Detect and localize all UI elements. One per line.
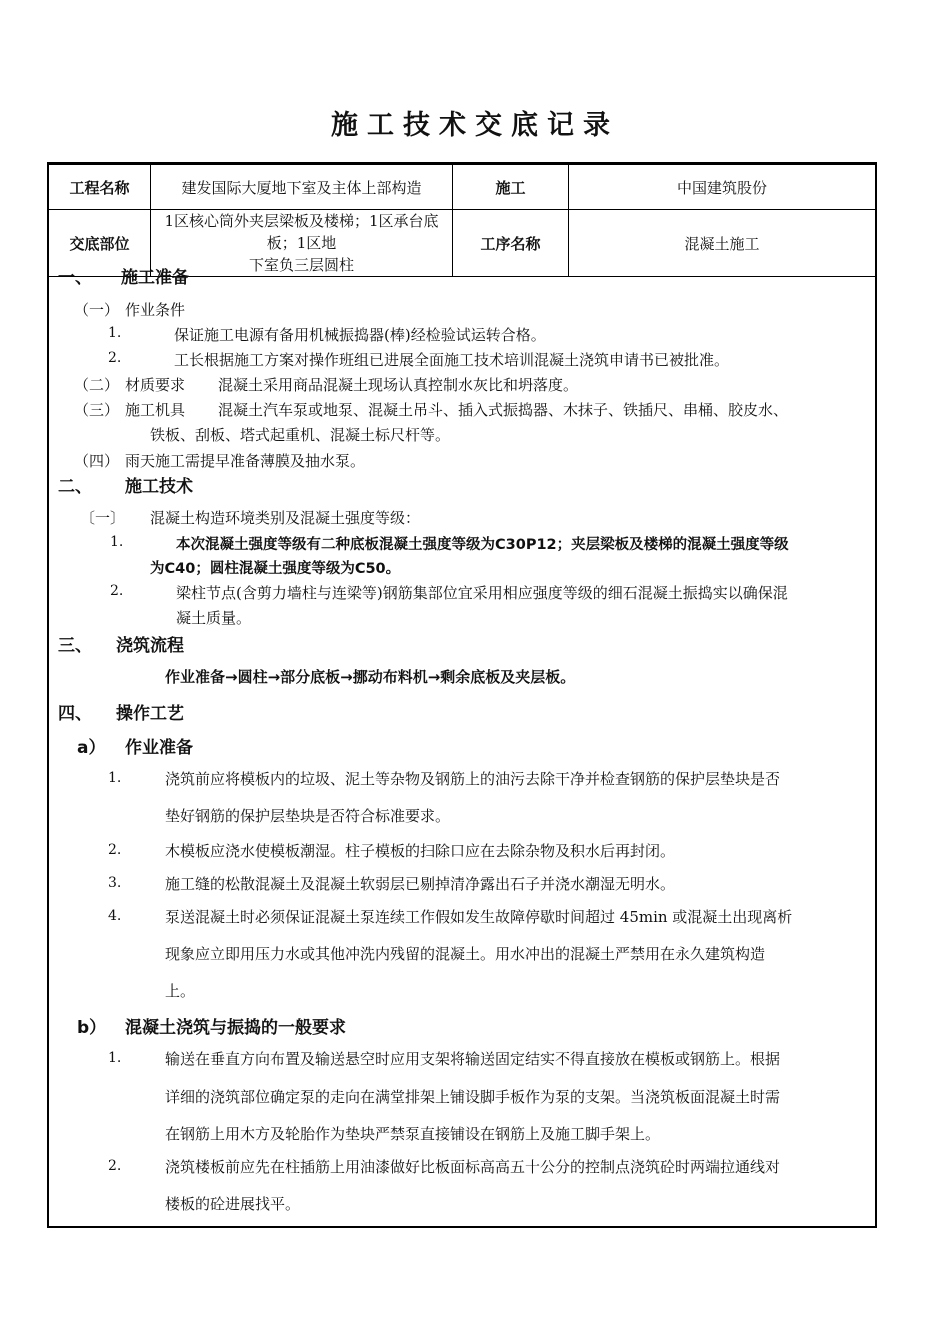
process-label: 工序名称: [453, 210, 569, 277]
s4-a1-line-2: 垫好钢筋的保护层垫块是否符合标准要求。: [165, 807, 451, 825]
s3-flow: 作业准备→圆柱→部分底板→挪动布料机→剩余底板及夹层板。: [165, 668, 576, 686]
s3-num: 三、: [58, 636, 92, 656]
s2-item2-num: 2.: [110, 583, 124, 599]
s2-item2-line-2: 凝土质量。: [176, 609, 252, 627]
s4-a1-line-1: 浇筑前应将模板内的垃圾、泥土等杂物及钢筋上的油污去除干净并检查钢筋的保护层垫块是否: [165, 770, 781, 788]
s1-sub3-text-2: 铁板、刮板、塔式起重机、混凝土标尺杆等。: [150, 426, 451, 444]
s4-b-num: b）: [77, 1018, 107, 1038]
s4-a2: 木模板应浇水使模板潮湿。柱子模板的扫除口应在去除杂物及积水后再封闭。: [165, 842, 676, 860]
s4-b1-line-1: 输送在垂直方向布置及输送悬空时应用支架将输送固定结实不得直接放在模板或钢筋上。根据: [165, 1050, 781, 1068]
s4-b2-line-1: 浇筑楼板前应先在柱插筋上用油漆做好比板面标高高五十公分的控制点浇筑砼时两端拉通线对: [165, 1158, 781, 1176]
s2-item1-line-2: 为C40；圆柱混凝土强度等级为C50。: [150, 561, 401, 577]
s4-a3: 施工缝的松散混凝土及混凝土软弱层已剔掉清净露出石子并浇水潮湿无明水。: [165, 875, 676, 893]
constructor-label: 施工: [453, 165, 569, 210]
s2-item2-line-1: 梁柱节点(含剪力墙柱与连梁等)钢筋集部位宜采用相应强度等级的细石混凝土振捣实以确保混: [176, 584, 788, 602]
process-value: 混凝土施工: [569, 210, 876, 277]
s2-title: 施工技术: [125, 477, 193, 497]
s1-sub2-text: 混凝土采用商品混凝土现场认真控制水灰比和坍落度。: [218, 376, 579, 394]
s2-sub1-num: 〔一〕: [80, 509, 126, 527]
s4-a3-num: 3.: [108, 875, 122, 891]
s4-a1-num: 1.: [108, 770, 122, 786]
s4-b1-line-2: 详细的浇筑部位确定泵的走向在满堂排架上铺设脚手板作为泵的支架。当浇筑板面混凝土时需: [165, 1088, 781, 1106]
s1-sub4-num: （四）: [74, 452, 120, 470]
s4-b-title: 混凝土浇筑与振捣的一般要求: [125, 1018, 346, 1038]
s4-a4-line-2: 现象应立即用压力水或其他冲洗内残留的混凝土。用水冲出的混凝土严禁用在永久建筑构造: [165, 945, 766, 963]
s4-b1-line-3: 在钢筋上用木方及轮胎作为垫块严禁泵直接铺设在钢筋上及施工脚手架上。: [165, 1125, 661, 1143]
part-label: 交底部位: [49, 210, 151, 277]
s4-a2-num: 2.: [108, 842, 122, 858]
page-title: 施工技术交底记录: [331, 110, 619, 141]
s1-sub3-title: 施工机具: [125, 401, 186, 419]
s2-num: 二、: [58, 477, 92, 497]
s2-item1-num: 1.: [110, 534, 124, 550]
s2-item1-line-1: 本次混凝土强度等级有二种底板混凝土强度等级为C30P12；夹层梁板及楼梯的混凝土强度等级: [176, 537, 789, 553]
s4-b2-num: 2.: [108, 1158, 122, 1174]
part-value: [151, 210, 453, 277]
s1-item1-num: 1.: [108, 325, 122, 341]
s1-sub3-num: （三）: [74, 401, 120, 419]
project-name-value: 建发国际大厦地下室及主体上部构造: [151, 165, 453, 210]
s1-sub3-text-1: 混凝土汽车泵或地泵、混凝土吊斗、插入式振捣器、木抹子、铁插尺、串桶、胶皮水、: [218, 401, 789, 419]
s4-a-title: 作业准备: [125, 738, 193, 758]
s1-sub1-num: （一）: [74, 301, 120, 319]
s1-title: 施工准备: [121, 268, 189, 288]
s1-item2: 工长根据施工方案对操作班组已进展全面施工技术培训混凝土浇筑申请书已被批准。: [174, 351, 730, 369]
s1-sub4-text: 雨天施工需提早准备薄膜及抽水泵。: [125, 452, 366, 470]
s2-sub1-title: 混凝土构造环境类别及混凝土强度等级：: [150, 509, 421, 527]
s4-a4-num: 4.: [108, 908, 122, 924]
s1-num: 一、: [58, 268, 92, 288]
part-value-line-1: 1区核心筒外夹层梁板及楼梯；1区承台底板；1区地: [164, 212, 439, 252]
constructor-value: 中国建筑股份: [569, 165, 876, 210]
s4-b2-line-2: 楼板的砼进展找平。: [165, 1195, 301, 1213]
s4-a-num: a）: [77, 738, 106, 758]
s4-title: 操作工艺: [116, 704, 184, 724]
s4-num: 四、: [58, 704, 92, 724]
s1-item1: 保证施工电源有备用机械振捣器(棒)经检验试运转合格。: [174, 326, 546, 344]
s1-sub2-num: （二）: [74, 376, 120, 394]
s3-title: 浇筑流程: [116, 636, 184, 656]
s1-sub1-title: 作业条件: [125, 301, 186, 319]
part-value-line-2: 下室负三层圆柱: [248, 256, 354, 274]
s4-a4-line-1: 泵送混凝土时必须保证混凝土泵连续工作假如发生故障停歇时间超过 45min 或混凝土出现离析: [165, 908, 793, 926]
s1-item2-num: 2.: [108, 350, 122, 366]
s4-b1-num: 1.: [108, 1050, 122, 1066]
project-name-label: 工程名称: [49, 165, 151, 210]
header-table: [49, 165, 875, 277]
s1-sub2-title: 材质要求: [125, 376, 186, 394]
s4-a4-line-3: 上。: [165, 982, 196, 1000]
